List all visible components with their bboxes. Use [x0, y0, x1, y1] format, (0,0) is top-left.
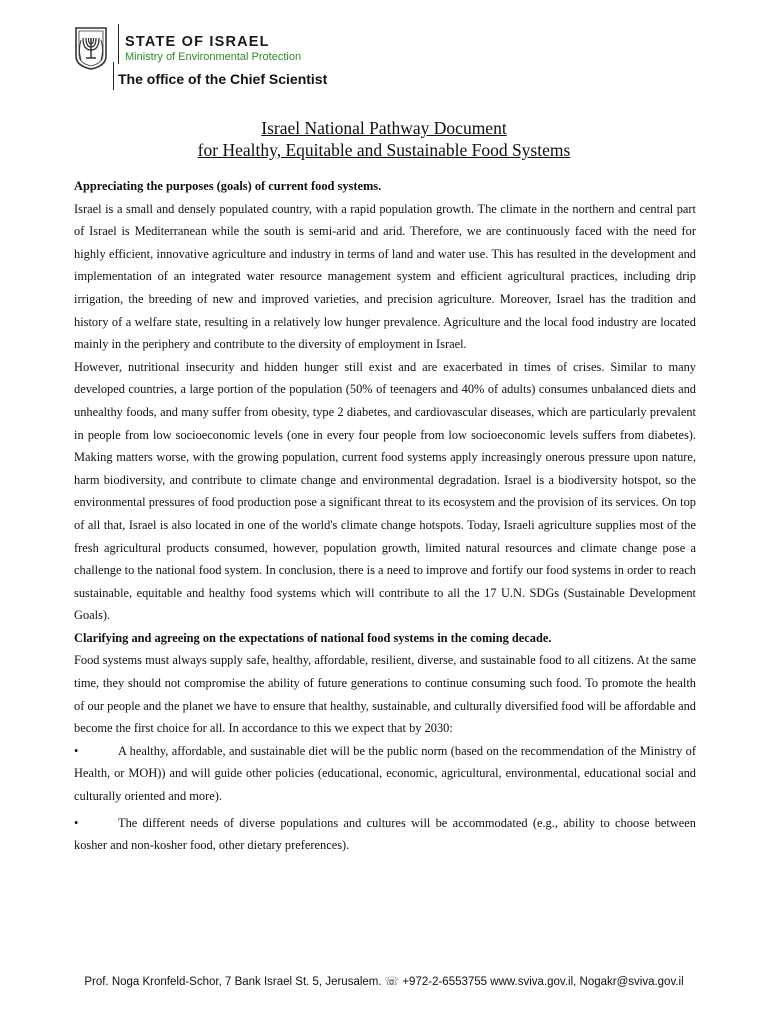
- letterhead-divider: [113, 62, 114, 90]
- paragraph: Food systems must always supply safe, healthy, affordable, resilient, diverse, and sustainable food to all citizens. At the same time, they should not compromise the ability of future generations to continue consuming such food. To promote the health of our people and the planet we have to ensure that healthy, sustainable, and culturally diversified food will be affordable and become the first choice for all. In accordance to this we expect that by 2030:: [74, 653, 696, 736]
- title-line-1: Israel National Pathway Document: [261, 118, 507, 138]
- paragraph: However, nutritional insecurity and hidden hunger still exist and are exacerbated in times of crises. Similar to many developed countries, a large portion of the population (50% of teenagers and 40% of adults) consumes unbalanced diets and unhealthy foods, and many suffer from obesity, type 2 diabetes, and cardiovascular diseases, which are particularly prevalent in people from low socioeconomic levels (one in every four people from low socioeconomic levels suffers from diabetes). Making matters worse, with the growing population, current food systems apply increasingly onerous pressure upon nature, harm biodiversity, and contribute to climate change and environmental degradation. Israel is a biodiversity hotspot, so the environmental pressures of food production pose a significant threat to its ecosystem and the provision of its services. On top of all that, Israel is also located in one of the world's climate change hotspots. Today, Israeli agriculture supplies most of the fresh agricultural products consumed, however, population growth, limited natural resources and climate change pose a challenge to the national food system. In conclusion, there is a need to improve and fortify our food systems in order to reach sustainable, equitable and healthy food systems which will contribute to all the 17 U.N. SDGs (Sustainable Development Goals).: [74, 359, 696, 623]
- footer-contact: Prof. Noga Kronfeld-Schor, 7 Bank Israel St. 5, Jerusalem. ☏ +972-2-6553755 www.sviva.gov.il, Nogakr@sviva.gov.il: [84, 976, 684, 988]
- bullet-text: The different needs of diverse populations and cultures will be accommodated (e.g., ability to choose between kosher and non-kosher food, other dietary preferences).: [74, 815, 696, 853]
- section-heading: Appreciating the purposes (goals) of current food systems.: [74, 179, 382, 193]
- bullet-icon: •: [74, 743, 79, 758]
- paragraph: Israel is a small and densely populated country, with a rapid population growth. The climate in the northern and central part of Israel is Mediterranean while the south is semi-arid and arid. Therefore, we are continuously faced with the need for highly efficient, innovative agriculture and industry in terms of land and water use. This has resulted in the development and implementation of an integrated water resource management system and efficient agricultural practices, including drip irrigation, the breeding of new and improved varieties, and precision agriculture. Moreover, Israel has the tradition and history of a welfare state, resulting in a relatively low hunger prevalence. Agriculture and the local food industry are located mainly in the periphery and contribute to the diversity of employment in Israel.: [74, 201, 696, 352]
- section-heading: Clarifying and agreeing on the expectations of national food systems in the coming decade.: [74, 630, 552, 645]
- office-name: The office of the Chief Scientist: [118, 71, 328, 87]
- bullet-item: [74, 740, 696, 808]
- document-body: [74, 175, 696, 857]
- menorah-emblem-icon: [72, 26, 110, 70]
- bullet-text: A healthy, affordable, and sustainable diet will be the public norm (based on the recommendation of the Ministry of Health, or MOH)) and will guide other policies (educational, economic, agricultural, environmental, educational social and culturally oriented and more).: [74, 743, 696, 804]
- title-line-2: for Healthy, Equitable and Sustainable Food Systems: [197, 140, 571, 160]
- document-title: [0, 117, 768, 161]
- ministry-name: Ministry of Environmental Protection: [125, 51, 302, 63]
- state-name: STATE OF ISRAEL: [125, 34, 270, 50]
- bullet-item: [74, 812, 696, 857]
- bullet-icon: •: [74, 815, 79, 830]
